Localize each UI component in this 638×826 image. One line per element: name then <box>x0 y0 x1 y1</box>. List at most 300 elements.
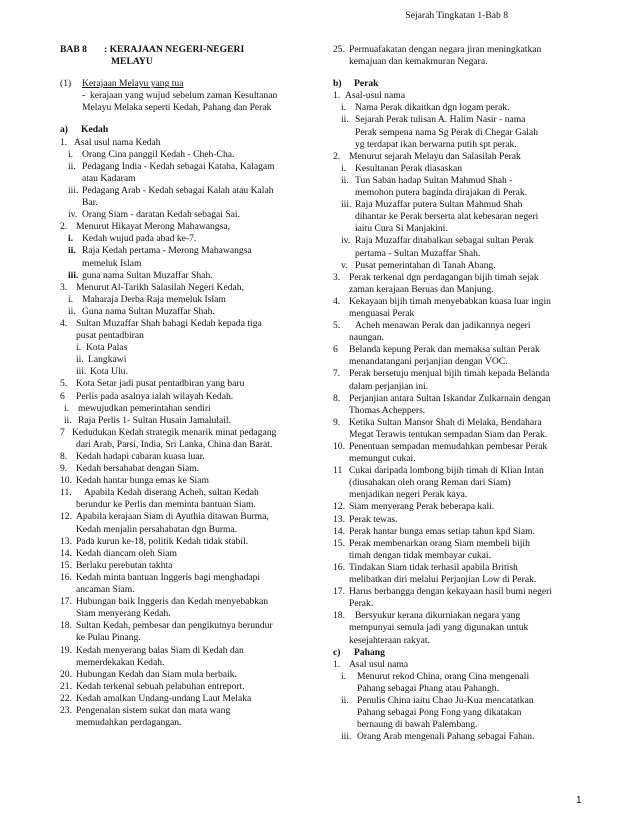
right-column <box>333 44 583 743</box>
text-line <box>60 209 310 221</box>
line-text: kesejahteraan rakyat. <box>349 634 430 646</box>
line-text: Penulis China iaitu Chao Ju-Kua mencatatkan <box>357 694 534 706</box>
text-line <box>60 294 310 306</box>
text-line <box>60 657 310 669</box>
line-text: Perak bersetuju menjual bijih timah kepada Belanda <box>349 368 550 380</box>
line-text: Pedagang India - Kedah sebagai Kataha, Kalagam <box>82 160 275 172</box>
list-marker: 12. <box>60 511 72 523</box>
line-text: kemajuan dan kemakmuran Negara. <box>349 56 488 68</box>
list-marker: i. <box>68 148 74 160</box>
list-marker: iv. <box>341 235 351 247</box>
list-marker: 20. <box>60 668 72 680</box>
line-text: Perak sempena nama Sg Perak di Chegar Galah <box>355 126 539 138</box>
list-marker: 10. <box>60 475 72 487</box>
text-line <box>333 622 583 634</box>
text-line <box>60 645 310 657</box>
list-marker: ii. <box>341 694 349 706</box>
text-line <box>60 78 310 90</box>
line-text: Hubungan baik Inggeris dan Kedah menyebabkan <box>76 596 269 608</box>
line-text: Kota Ulu. <box>90 366 128 378</box>
line-text: Orang Arab mengenali Pahang sebagai Fahan. <box>357 731 535 743</box>
list-marker: ii. <box>64 414 72 426</box>
list-marker: 7. <box>333 368 341 380</box>
text-line <box>60 258 310 270</box>
line-text: ancaman Siam. <box>76 584 135 596</box>
line-text: Permuafakatan dengan negara jiran meningkatkan <box>349 44 542 55</box>
list-marker: iii. <box>76 366 87 378</box>
text-line <box>60 415 310 427</box>
line-text: Kerajaan Melayu yang tua <box>82 78 184 90</box>
text-line <box>333 695 583 707</box>
line-text: Kedah hadapi cabaran kuasa luar. <box>76 451 205 462</box>
text-line <box>333 211 583 223</box>
text-line <box>60 717 310 729</box>
list-marker: 14. <box>60 547 72 559</box>
text-line <box>60 102 310 114</box>
line-text: iaitu Cura Si Manjakini. <box>355 223 448 235</box>
list-marker: v. <box>341 259 348 271</box>
line-text: Orang Siam - daratan Kedah sebagai Sai. <box>82 209 240 221</box>
line-text: Apabila Kedah diserang Acheh, sultan Kedah <box>84 487 259 499</box>
list-marker: 5. <box>60 378 68 390</box>
text-line <box>333 574 583 586</box>
line-text: timah dengan tidak membayar cukai. <box>349 549 491 561</box>
line-text: Perak membenarkan orang Siam membeli bijih <box>349 537 530 549</box>
list-marker: c) <box>333 646 341 658</box>
list-marker: 1. <box>333 658 341 670</box>
list-marker: i. <box>341 162 347 174</box>
text-line <box>333 78 583 90</box>
line-text: Raja Kedah pertama - Merong Mahawangsa <box>82 245 252 257</box>
text-line <box>333 538 583 550</box>
text-line <box>60 681 310 693</box>
line-text: Pahang sebagai Pong Fong yang dikatakan <box>357 707 522 719</box>
line-text: Siam menyerang Perak beberapa kali. <box>349 501 495 513</box>
line-text: Sejarah Perak tulisan A. Halim Nasir - nama <box>355 114 526 126</box>
list-marker: 11 <box>333 465 343 477</box>
line-text: Kedudukan Kedah strategik menarik minat pedagang <box>72 426 277 438</box>
list-marker: a) <box>60 124 68 136</box>
list-marker: 4. <box>333 295 341 307</box>
line-text: kerajaan yang wujud sebelum zaman Kesultanan <box>90 90 278 102</box>
line-text: MELAYU <box>111 56 153 68</box>
list-marker: ii. <box>76 354 84 366</box>
line-text: Ketika Sultan Mansor Shah di Melaka, Bendahara <box>349 416 542 428</box>
text-line <box>333 284 583 296</box>
list-marker: 15. <box>333 537 345 549</box>
text-line <box>60 560 310 572</box>
line-text: Asal usul nama Kedah <box>74 136 161 148</box>
text-line <box>60 197 310 209</box>
line-text: Siam menyerang Kedah. <box>76 608 171 620</box>
list-marker: - <box>82 90 86 102</box>
text-line <box>60 44 310 56</box>
list-marker: iii. <box>341 199 352 211</box>
text-line <box>60 511 310 523</box>
list-marker: 6 <box>60 390 65 402</box>
line-text: Melayu Melaka seperti Kedah, Pahang dan Perak <box>82 102 272 114</box>
text-line <box>60 56 310 68</box>
text-line <box>333 223 583 235</box>
text-line <box>333 465 583 477</box>
list-marker: 21. <box>60 680 72 692</box>
line-text: Penentuan sempadan memudahkan pembesar Perak <box>349 441 548 452</box>
line-text: memudahkan perdagangan. <box>76 717 182 729</box>
text-line <box>60 342 310 354</box>
line-text: Apabila kerajaan Siam di Ayuthia ditawan Burma, <box>76 511 269 523</box>
line-text: Kedah bersahabat dengan Siam. <box>76 463 200 475</box>
line-text: dihantar ke Perak berserta alat kebesaran negeri <box>355 211 539 223</box>
text-line <box>333 114 583 126</box>
text-line <box>333 187 583 199</box>
left-column <box>60 44 310 729</box>
line-text: (diusahakan oleh orang Reman dari Siam) <box>349 477 511 489</box>
list-marker: b) <box>333 78 342 90</box>
text-line <box>333 598 583 610</box>
text-line <box>333 151 583 163</box>
line-text: Perlis pada asalnya ialah wilayah Kedah. <box>76 390 234 402</box>
text-line <box>333 501 583 513</box>
list-marker: 18. <box>60 620 72 632</box>
line-text: ke Pulau Pinang. <box>76 632 141 644</box>
text-line <box>333 102 583 114</box>
line-text: menguasai Perak <box>349 307 415 319</box>
line-text: Menurut Hikayat Merong Mahawangsa, <box>76 221 230 233</box>
list-marker: 1. <box>333 90 341 102</box>
line-text: Perak. <box>349 598 374 610</box>
line-text: pusat pentadbiran <box>76 330 144 342</box>
text-line <box>60 487 310 499</box>
line-text: Kesultanan Perak diasaskan <box>355 162 463 174</box>
line-text: pertama - Sultan Muzaffar Shah. <box>355 247 481 259</box>
line-text: Bersyukur kerana dikurniakan negara yang <box>355 610 521 622</box>
text-line <box>60 137 310 149</box>
text-line <box>333 44 583 56</box>
line-text: Perak terkenal dgn perdagangan bijih timah sejak <box>349 271 539 283</box>
line-text: Maharaja Derba Raja memeluk Islam <box>82 293 226 305</box>
text-line <box>60 90 310 102</box>
line-text: Asal usul nama <box>349 658 409 670</box>
list-marker: 9. <box>60 463 68 475</box>
line-text: Perjanjian antara Sultan Iskandar Zulkarnain dengan <box>349 392 551 404</box>
line-text: Menurut sejarah Melayu dan Salasilah Perak <box>349 150 521 162</box>
line-text: Kedah diancam oleh Siam <box>76 547 177 559</box>
text-line <box>60 403 310 415</box>
text-line <box>60 173 310 185</box>
text-line <box>60 282 310 294</box>
text-line <box>60 572 310 584</box>
text-line <box>60 366 310 378</box>
list-marker: 1. <box>60 136 68 148</box>
text-line <box>60 149 310 161</box>
list-marker: 3. <box>60 281 68 293</box>
list-marker: ii. <box>341 174 349 186</box>
text-line <box>333 405 583 417</box>
line-text: Cukai daripada lombong bijih timah di Klian Intan <box>349 465 544 477</box>
text-line <box>60 161 310 173</box>
text-line <box>333 659 583 671</box>
line-text: Hubungan Kedah dan Siam mula berbaik. <box>76 668 237 680</box>
text-line <box>60 427 310 439</box>
text-line <box>333 139 583 151</box>
line-text: Perak tewas. <box>349 513 398 525</box>
list-marker: 4. <box>60 317 68 329</box>
page-number: 1 <box>576 795 582 806</box>
list-marker: 8. <box>60 451 68 462</box>
line-text: Pusat pemerintahan di Tanah Abang. <box>355 259 496 271</box>
text-line <box>333 235 583 247</box>
list-marker: BAB 8 <box>60 44 87 55</box>
text-line <box>333 429 583 441</box>
text-line <box>333 731 583 743</box>
line-text: Kedah terkenal sebuah pelabuhan entreport. <box>76 680 245 692</box>
list-marker: i. <box>68 293 74 305</box>
text-line <box>333 320 583 332</box>
text-line <box>60 439 310 451</box>
text-line <box>333 393 583 405</box>
text-line <box>333 248 583 260</box>
text-line <box>333 344 583 356</box>
text-line <box>60 524 310 536</box>
text-line <box>60 608 310 620</box>
list-marker: 10. <box>333 441 345 452</box>
text-line <box>333 163 583 175</box>
list-marker: 16. <box>60 571 72 583</box>
spacer <box>60 114 310 124</box>
list-marker: i. <box>76 342 82 354</box>
list-marker: 15. <box>60 559 72 571</box>
spacer <box>333 68 583 78</box>
text-line <box>60 548 310 560</box>
line-text: atau Kadaram <box>82 172 136 184</box>
text-line <box>60 306 310 318</box>
line-text: Pahang <box>354 646 385 658</box>
text-line <box>60 318 310 330</box>
list-marker: ii. <box>341 114 349 126</box>
text-line <box>60 245 310 257</box>
line-text: Raja Perlis 1- Sultan Husain Jamalulail. <box>78 414 231 426</box>
line-text: mempunyai semula jadi yang digunakan untuk <box>349 622 529 634</box>
line-text: Kedah wujud pada abad ke-7. <box>82 233 197 245</box>
line-text: Langkawi <box>88 354 127 366</box>
line-text: Raja Muzaffar putera Sultan Mahmud Shah <box>355 199 523 211</box>
list-marker: ii. <box>68 160 76 172</box>
list-marker: ii. <box>68 305 76 317</box>
list-marker: 7 <box>60 426 65 438</box>
text-line <box>60 463 310 475</box>
list-marker: 25. <box>333 44 345 55</box>
text-line <box>60 378 310 390</box>
line-text: Sultan Kedah, pembesar dan pengikutnya berundur <box>76 620 273 632</box>
line-text: Asal-usul nama <box>345 90 405 102</box>
list-marker: i. <box>64 402 70 414</box>
line-text: Kedah hantar bunga emas ke Siam <box>76 475 209 487</box>
text-line <box>60 475 310 487</box>
text-line <box>333 514 583 526</box>
text-line <box>60 233 310 245</box>
text-line <box>333 441 583 453</box>
line-text: Guna nama Sultan Muzaffar Shah. <box>82 305 215 317</box>
text-line <box>333 199 583 211</box>
text-line <box>333 477 583 489</box>
text-line <box>333 647 583 659</box>
text-line <box>60 354 310 366</box>
line-text: bernaung di bawah Palembang. <box>357 719 478 731</box>
line-text: memungut cukai. <box>349 453 416 465</box>
text-line <box>60 705 310 717</box>
line-text: dalam perjanjian ini. <box>349 380 429 392</box>
line-text: Kota Palas <box>86 342 128 354</box>
line-text: Nama Perak dikaitkan dgn logam perak. <box>355 102 510 114</box>
line-text: Sultan Muzaffar Shah bahagi Kedah kepada tiga <box>76 317 262 329</box>
list-marker: i. <box>68 233 74 245</box>
text-line <box>333 671 583 683</box>
line-text: zaman kerajaan Beruas dan Manjung. <box>349 283 494 295</box>
line-text: memeluk Islam <box>82 257 142 269</box>
text-line <box>333 56 583 68</box>
text-line <box>333 453 583 465</box>
list-marker: 12. <box>333 501 345 513</box>
line-text: Kedah menyerang balas Siam di Kedah dan <box>76 644 244 656</box>
text-line <box>333 635 583 647</box>
line-text: Menurut rekod China, orang Cina mengenali <box>357 670 530 682</box>
list-marker: 17. <box>60 596 72 608</box>
line-text: Raja Muzaffar ditabalkan sebagai sultan Perak <box>355 235 534 247</box>
list-marker: 22. <box>60 692 72 704</box>
list-marker: iv. <box>68 209 78 221</box>
line-text: Bar. <box>82 197 98 209</box>
line-text: memohon putera baginda dirajakan di Perak. <box>355 187 528 199</box>
line-text: melibatkan diri melalui Perjanjian Low di Perak. <box>349 574 537 586</box>
text-line <box>60 330 310 342</box>
text-line <box>333 175 583 187</box>
line-text: mewujudkan pemerintahan sendiri <box>78 402 211 414</box>
line-text: Kota Setar jadi pusat pentadbiran yang baru <box>76 378 245 390</box>
text-line <box>60 124 310 136</box>
line-text: Harus berbangga dengan kekayaan hasil bumi negeri <box>349 586 552 598</box>
list-marker: 23. <box>60 704 72 716</box>
text-line <box>333 683 583 695</box>
list-marker: 8. <box>333 392 341 404</box>
line-text: Megat Terawis tentukan sempadan Siam dan Perak. <box>349 428 548 440</box>
line-text: Tindakan Siam tidak terhasil apabila British <box>349 561 518 573</box>
line-text: Perak <box>354 78 379 90</box>
list-marker: 16. <box>333 561 345 573</box>
list-marker: 9. <box>333 416 341 428</box>
line-text: Perak hantar bunga emas setiap tahun kpd Siam. <box>349 525 535 537</box>
line-text: Berlaku perebutan takhta <box>76 559 173 571</box>
list-marker: iii. <box>68 184 79 196</box>
line-text: Kedah <box>81 124 109 136</box>
text-line <box>60 270 310 282</box>
text-line <box>60 391 310 403</box>
text-line <box>333 332 583 344</box>
list-marker: 6 <box>333 344 338 356</box>
line-text: Pedagang Arab - Kedah sebagai Kalah atau Kalah <box>82 184 274 196</box>
list-marker: 17. <box>333 586 345 598</box>
line-text: Acheh menawan Perak dan jadikannya negeri <box>355 320 531 332</box>
line-text: Thomas Acheppers. <box>349 404 426 416</box>
text-line <box>60 620 310 632</box>
line-text: Kedah amalkan Undang-undang Laut Melaka <box>76 692 252 704</box>
list-marker: iii. <box>341 731 352 743</box>
text-line <box>60 221 310 233</box>
text-line <box>333 489 583 501</box>
text-line <box>333 707 583 719</box>
text-line <box>60 632 310 644</box>
list-marker: 5. <box>333 320 341 332</box>
text-line <box>333 308 583 320</box>
line-text: menjadikan negeri Perak kaya. <box>349 489 468 501</box>
line-text: Kedah minta bantuan Inggeris bagi menghadapi <box>76 571 261 583</box>
text-line <box>333 368 583 380</box>
line-text: naungan. <box>349 332 384 344</box>
text-line <box>333 417 583 429</box>
line-text: berundur ke Perlis dan meminta bantuan Siam. <box>76 499 256 511</box>
text-line <box>333 562 583 574</box>
spacer <box>60 68 310 78</box>
text-line <box>333 586 583 598</box>
line-text: Pahang sebagai Phang atau Pahangh. <box>357 682 500 694</box>
text-line <box>333 356 583 368</box>
line-text: Belanda kepung Perak dan memaksa sultan Perak <box>349 344 540 356</box>
text-line <box>333 296 583 308</box>
list-marker: ii. <box>68 245 76 257</box>
line-text: Kedah menjalin persahabatan dgn Burma. <box>76 523 238 535</box>
text-line <box>60 669 310 681</box>
line-text: Kekayaan bijih timah menyebabkan kuasa luar ingin <box>349 295 551 307</box>
text-line <box>333 550 583 562</box>
list-marker: 13. <box>333 513 345 525</box>
list-marker: 11. <box>60 487 72 499</box>
text-line <box>60 584 310 596</box>
text-line <box>333 381 583 393</box>
text-line <box>60 185 310 197</box>
list-marker: i. <box>341 102 347 114</box>
text-line <box>60 596 310 608</box>
text-line <box>333 610 583 622</box>
text-line <box>333 127 583 139</box>
list-marker: 3. <box>333 271 341 283</box>
line-text: Menurut Al-Tarikh Salasilah Negeri Kedah, <box>76 281 244 293</box>
line-text: : KERAJAAN NEGERI-NEGERI <box>104 44 245 55</box>
text-line <box>333 272 583 284</box>
line-text: Tun Saban hadap Sultan Mahmud Shah - <box>355 174 513 186</box>
text-line <box>60 536 310 548</box>
running-header: Sejarah Tingkatan 1-Bab 8 <box>405 10 508 21</box>
list-marker: 13. <box>60 535 72 547</box>
text-line <box>333 719 583 731</box>
list-marker: 18. <box>333 610 345 622</box>
line-text: memerdekakan Kedah. <box>76 656 165 668</box>
text-line <box>333 90 583 102</box>
line-text: Orang Cina panggil Kedah - Cheh-Cha. <box>82 148 235 160</box>
line-text: dari Arab, Parsi, India, Sri Lanka, China dan Barat. <box>76 438 273 450</box>
text-line <box>60 499 310 511</box>
text-line <box>333 526 583 538</box>
text-line <box>60 693 310 705</box>
line-text: guna nama Sultan Muzaffar Shah. <box>82 269 213 281</box>
list-marker: i. <box>341 670 347 682</box>
list-marker: 14. <box>333 525 345 537</box>
line-text: menandatangani perjanjian dengan VOC. <box>349 356 508 368</box>
list-marker: 2. <box>60 221 68 233</box>
line-text: yg terdapat ikan berwarna putih spt perak. <box>355 138 517 150</box>
text-line <box>60 451 310 463</box>
list-marker: 19. <box>60 644 72 656</box>
list-marker: iii. <box>68 269 79 281</box>
text-line <box>333 260 583 272</box>
